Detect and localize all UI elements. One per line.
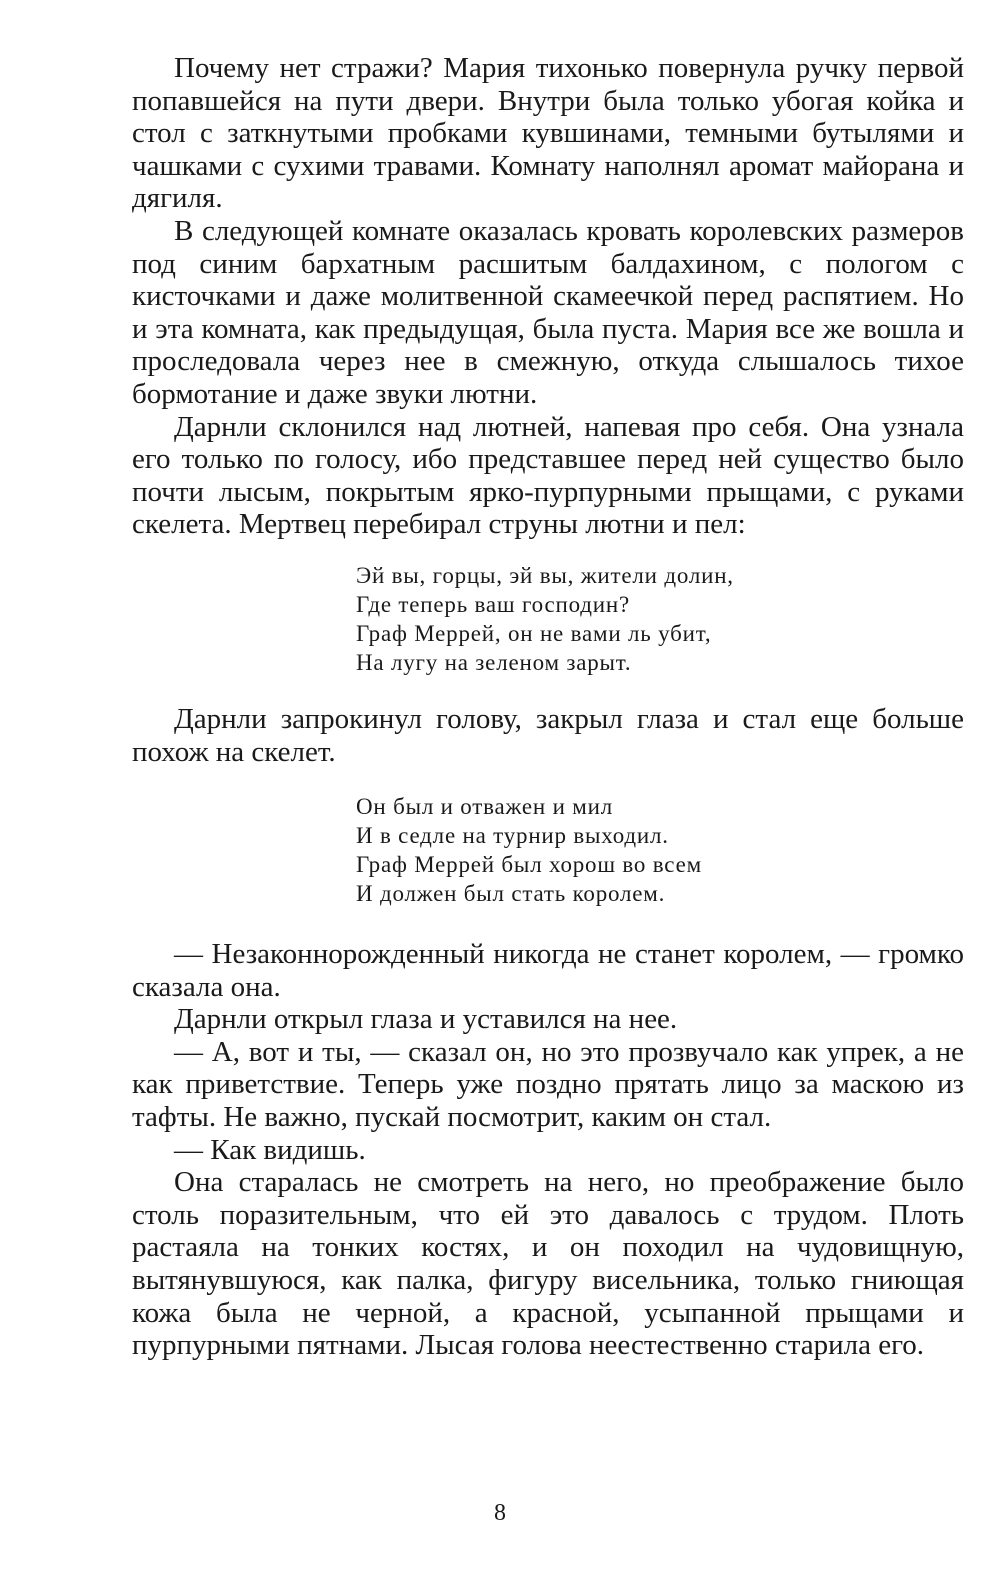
verse-line: И должен был стать королем. <box>356 881 666 907</box>
page-number: 8 <box>494 1500 506 1526</box>
page-body <box>132 52 964 1362</box>
paragraph: В следующей комнате оказалась кровать королевских размеров под синим бархатным расшитым балдахином, с пологом с кисточками и даже молитвенной скамеечкой перед распятием. Но и эта комната, как предыдущая, была пуста. Мария все же вошла и проследовала через нее в смежную, откуда слышалось тихое бормотание и даже звуки лютни. <box>132 214 964 410</box>
verse-line: Он был и отважен и мил <box>356 794 613 820</box>
paragraph: Дарнли запрокинул голову, закрыл глаза и стал еще больше похож на скелет. <box>132 702 964 768</box>
verse-line: Эй вы, горцы, эй вы, жители долин, <box>356 562 734 588</box>
paragraph: Почему нет стражи? Мария тихонько повернула ручку первой попавшейся на пути двери. Внутри была только убогая койка и стол с заткнутыми пробками кувшинами, темными бутылями и чашками с сухими травами. Комнату наполнял аромат майорана и дягиля. <box>132 52 964 215</box>
paragraph: — Как видишь. <box>174 1133 366 1166</box>
verse-line: На лугу на зеленом зарыт. <box>356 649 632 675</box>
paragraph: Дарнли склонился над лютней, напевая про себя. Она узнала его только по голосу, ибо представшее перед ней существо было почти лысым, покрытым ярко-пурпурными прыщами, с руками скелета. Мертвец перебирал струны лютни и пел: <box>132 410 964 541</box>
verse-line: И в седле на турнир выходил. <box>356 823 669 849</box>
paragraph: — Незаконнорожденный никогда не станет королем, — громко сказала она. <box>132 938 964 1003</box>
verse-stanza-1 <box>356 561 964 677</box>
verse-line: Где теперь ваш господин? <box>356 591 630 617</box>
verse-line: Граф Меррей был хорош во всем <box>356 852 702 878</box>
paragraph: Она старалась не смотреть на него, но преображение было столь поразительным, что ей это давалось с трудом. Плоть растаяла на тонких костях, и он походил на чудовищную, вытянувшуюся, как палка, фигуру висельника, только гниющая кожа была не черной, а красной, усыпанной прыщами и пурпурными пятнами. Лысая голова неестественно старила его. <box>132 1166 964 1362</box>
paragraph: — А, вот и ты, — сказал он, но это прозвучало как упрек, а не как приветствие. Теперь уже поздно прятать лицо за маскою из тафты. Не важно, пускай посмотрит, каким он стал. <box>132 1035 964 1134</box>
verse-line: Граф Меррей, он не вами ль убит, <box>356 620 712 646</box>
paragraph: Дарнли открыл глаза и уставился на нее. <box>174 1003 678 1036</box>
verse-stanza-2 <box>356 792 964 908</box>
